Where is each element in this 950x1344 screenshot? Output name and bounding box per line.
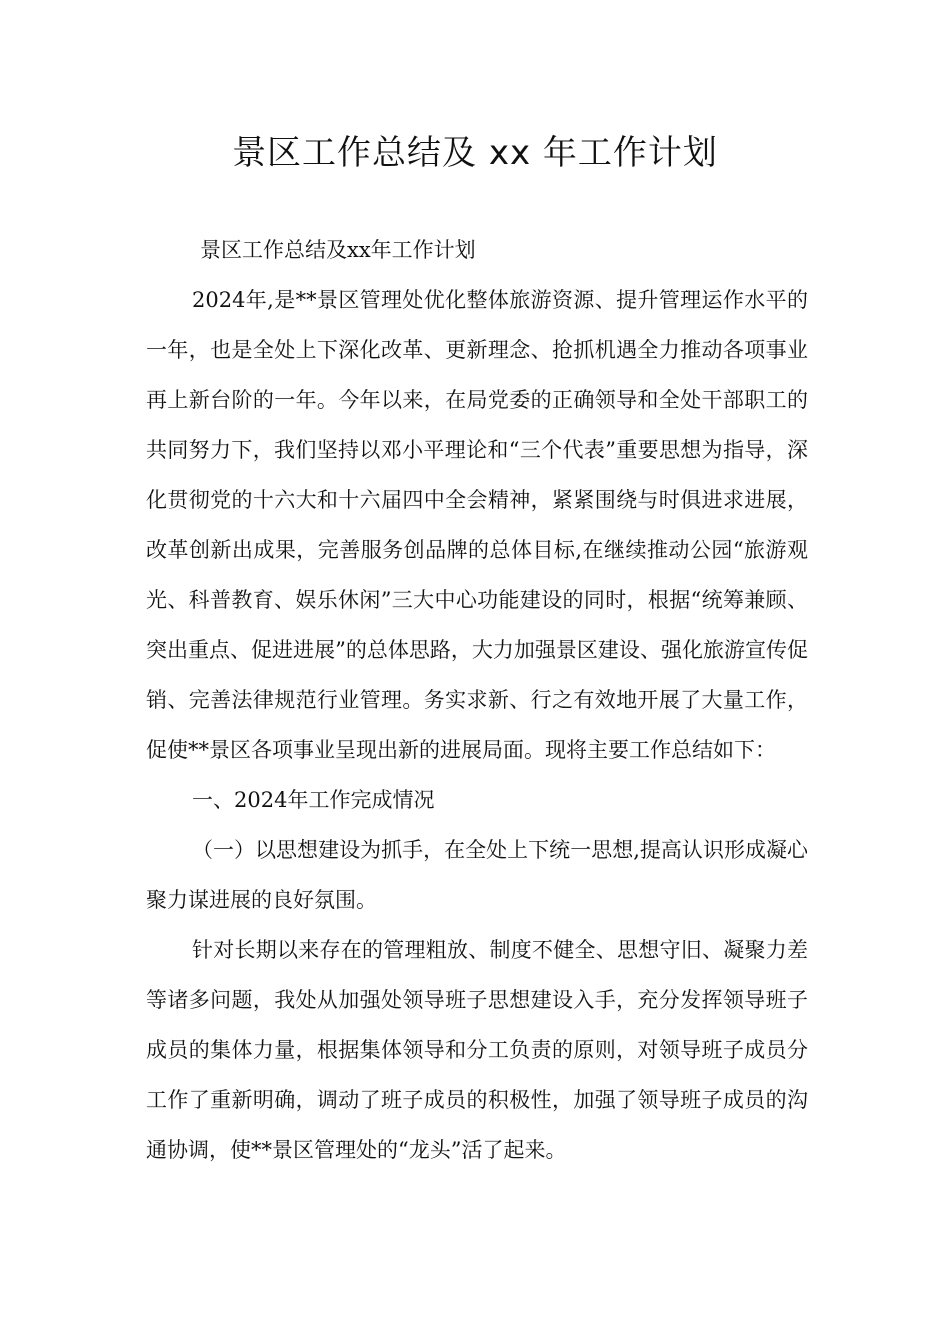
paragraph-subtitle: 景区工作总结及xx年工作计划 [200,238,476,262]
paragraph-intro: 2024年,是**景区管理处优化整体旅游资源、提升管理运作水平的一年，也是全处上下深化改革、更新理念、抢抓机遇全力推动各项事业再上新台阶的一年。今年以来，在局党委的正确领导和全处干部职工的共同努力下，我们坚持以邓小平理论和“三个代表”重要思想为指导，深化贯彻党的十六大和十六届四中全会精神，紧紧围绕与时俱进求进展，改革创新出成果，完善服务创品牌的总体目标,在继续推动公园“旅游观光、科普教育、娱乐休闲”三大中心功能建设的同时，根据“统筹兼顾、突出重点、促进进展”的总体思路，大力加强景区建设、强化旅游宣传促销、完善法律规范行业管理。务实求新、行之有效地开展了大量工作，促使**景区各项事业呈现出新的进展局面。现将主要工作总结如下： [146,288,808,762]
subsection-heading: （一）以思想建设为抓手，在全处上下统一思想,提高认识形成凝心聚力谋进展的良好氛围。 [146,838,808,912]
paragraph-content: 针对长期以来存在的管理粗放、制度不健全、思想守旧、凝聚力差等诸多问题，我处从加强处领导班子思想建设入手，充分发挥领导班子成员的集体力量，根据集体领导和分工负责的原则，对领导班子成员分工作了重新明确，调动了班子成员的积极性，加强了领导班子成员的沟通协调，使**景区管理处的“龙头”活了起来。 [146,938,808,1162]
document-body [146,225,808,1175]
section-heading: 一、2024年工作完成情况 [192,788,435,812]
document-title: 景区工作总结及 xx 年工作计划 [232,133,718,173]
